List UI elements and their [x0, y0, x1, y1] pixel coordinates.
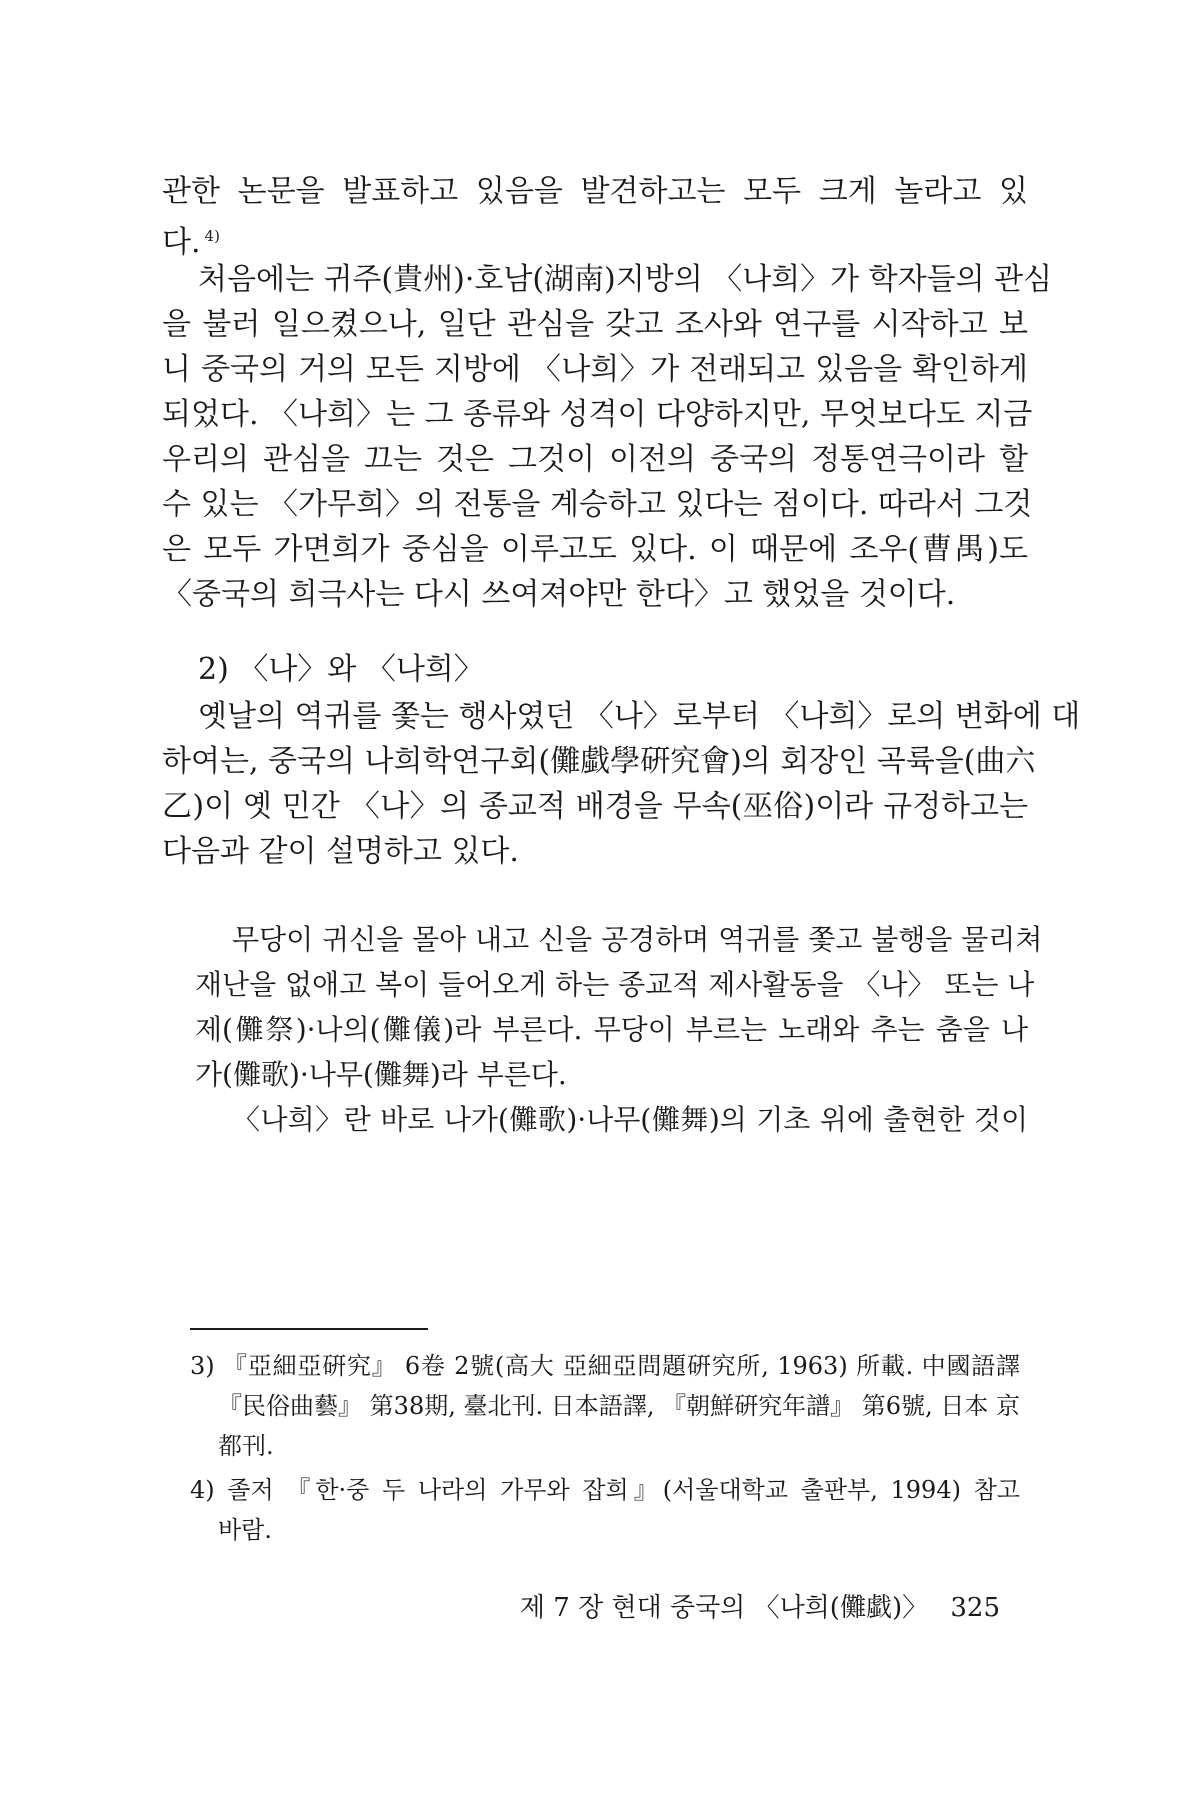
body-line: 처음에는 귀주(貴州)·호남(湖南)지방의 〈나희〉가 학자들의 관심: [198, 262, 1053, 297]
body-line: 〈중국의 희극사는 다시 쓰여져야만 한다〉고 했었을 것이다.: [162, 577, 956, 612]
body-line: 되었다. 〈나희〉는 그 종류와 성격이 다양하지만, 무엇보다도 지금: [162, 397, 1033, 432]
section-heading: 2) 〈나〉와 〈나희〉: [198, 652, 484, 687]
quote-line: 제(儺祭)·나의(儺儀)라 부른다. 무당이 부르는 노래와 추는 춤을 나: [195, 1013, 1028, 1046]
body-line: 다음과 같이 설명하고 있다.: [162, 834, 519, 869]
footnote-line: 『民俗曲藝』 第38期, 臺北刊. 日本語譯, 『朝鮮硏究年譜』 第6號, 日本 京: [218, 1392, 1020, 1420]
body-line: [162, 216, 1028, 263]
page-number: 325: [950, 1593, 1000, 1623]
body-line: 을 불러 일으켰으나, 일단 관심을 갖고 조사와 연구를 시작하고 보: [162, 307, 1028, 342]
body-line: 관한 논문을 발표하고 있음을 발견하고는 모두 크게 놀라고 있: [162, 174, 1028, 209]
body-line: 하여는, 중국의 나희학연구회(儺戱學硏究會)의 회장인 곡륙을(曲六: [162, 744, 1036, 779]
footnote-divider: [190, 1328, 428, 1330]
chapter-title: 제 7 장 현대 중국의 〈나희(儺戱)〉: [519, 1593, 929, 1623]
footnote-reference: 4): [204, 227, 220, 245]
body-line: 수 있는 〈가무희〉의 전통을 계승하고 있다는 점이다. 따라서 그것: [162, 487, 1033, 522]
body-line-text: 다.: [162, 225, 201, 260]
quote-line: 무당이 귀신을 몰아 내고 신을 공경하며 역귀를 쫓고 불행을 물리쳐: [232, 923, 1043, 956]
quote-line: 재난을 없애고 복이 들어오게 하는 종교적 제사활동을 〈나〉 또는 나: [195, 968, 1035, 1001]
body-line: 옛날의 역귀를 쫓는 행사였던 〈나〉로부터 〈나희〉로의 변화에 대: [198, 699, 1081, 734]
footnote-line: 바람.: [218, 1516, 272, 1544]
quote-line: 가(儺歌)·나무(儺舞)라 부른다.: [195, 1058, 567, 1091]
body-line: 은 모두 가면희가 중심을 이루고도 있다. 이 때문에 조우(曹禺)도: [162, 532, 1028, 567]
body-line: 우리의 관심을 끄는 것은 그것이 이전의 중국의 정통연극이라 할: [162, 442, 1028, 477]
footnote-line: 3) 『亞細亞硏究』 6卷 2號(高大 亞細亞問題硏究所, 1963) 所載. 中國語譯: [190, 1352, 1020, 1380]
running-footer: [500, 1588, 1000, 1628]
quote-line: 〈나희〉란 바로 나가(儺歌)·나무(儺舞)의 기초 위에 출현한 것이: [232, 1103, 1028, 1136]
footnote-line: 4) 졸저 『한·중 두 나라의 가무와 잡희』(서울대학교 출판부, 1994) 참고: [190, 1476, 1020, 1504]
body-line: 니 중국의 거의 모든 지방에 〈나희〉가 전래되고 있음을 확인하게: [162, 352, 1028, 387]
body-line: 乙)이 옛 민간 〈나〉의 종교적 배경을 무속(巫俗)이라 규정하고는: [162, 789, 1028, 824]
footnote-line: 都刊.: [218, 1432, 274, 1460]
